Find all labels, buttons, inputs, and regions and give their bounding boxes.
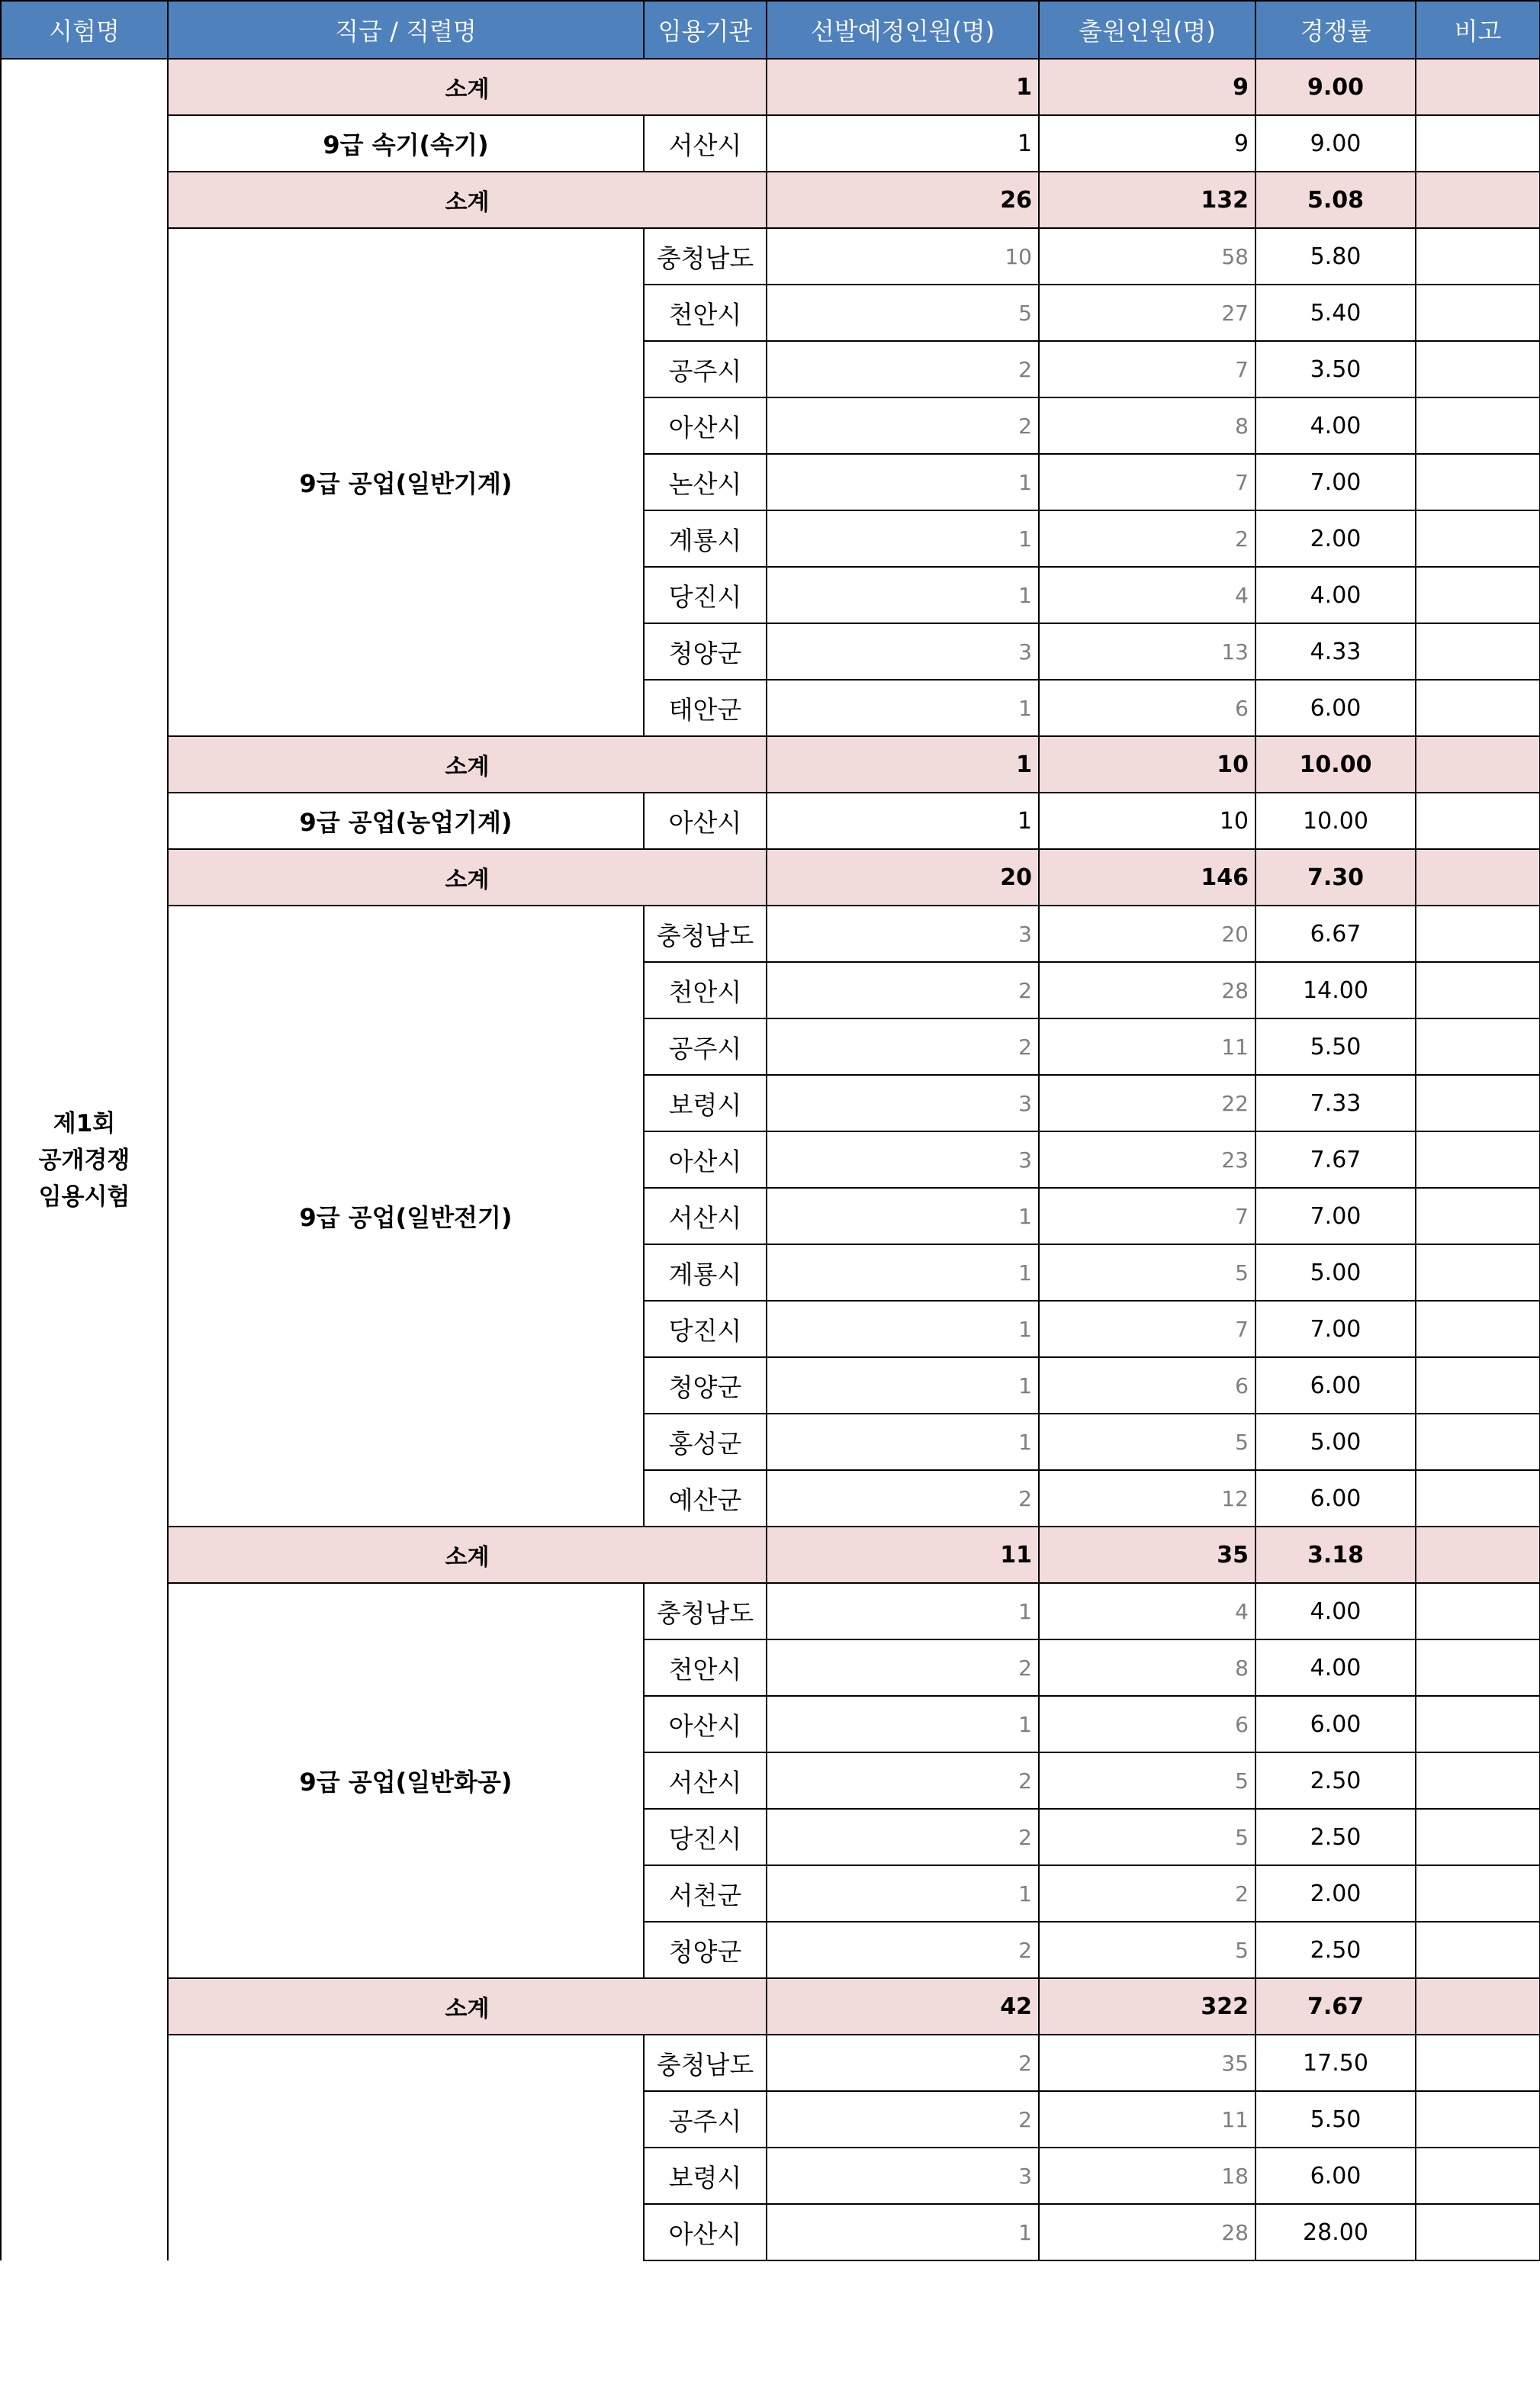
note-cell	[1416, 2148, 1540, 2204]
subtotal-ratio: 7.67	[1255, 1978, 1416, 2035]
exam-name-line: 임용시험	[38, 1182, 130, 1211]
subtotal-ratio: 3.18	[1255, 1527, 1416, 1583]
planned-count: 2	[767, 1809, 1039, 1865]
applicant-count: 4	[1039, 567, 1255, 623]
subtotal-note	[1416, 1527, 1540, 1583]
note-cell	[1416, 1357, 1540, 1414]
ratio-value: 6.00	[1255, 1696, 1416, 1752]
subtotal-planned: 26	[767, 172, 1039, 228]
ratio-value: 4.00	[1255, 1583, 1416, 1639]
subtotal-applicants: 146	[1039, 849, 1255, 906]
ratio-value: 5.40	[1255, 285, 1416, 341]
planned-count: 5	[767, 285, 1039, 341]
applicant-count: 10	[1039, 793, 1255, 849]
planned-count: 2	[767, 2035, 1039, 2091]
note-cell	[1416, 1188, 1540, 1244]
agency-name: 천안시	[644, 1639, 767, 1696]
note-cell	[1416, 2091, 1540, 2148]
agency-name: 공주시	[644, 1018, 767, 1075]
note-cell	[1416, 1075, 1540, 1131]
agency-name: 서산시	[644, 1188, 767, 1244]
note-cell	[1416, 962, 1540, 1018]
agency-name: 청양군	[644, 1357, 767, 1414]
applicant-count: 7	[1039, 1188, 1255, 1244]
planned-count: 3	[767, 1075, 1039, 1131]
agency-name: 아산시	[644, 2204, 767, 2260]
applicant-count: 6	[1039, 1696, 1255, 1752]
subtotal-label: 소계	[168, 1978, 767, 2035]
note-cell	[1416, 567, 1540, 623]
note-cell	[1416, 1809, 1540, 1865]
ratio-value: 4.00	[1255, 1639, 1416, 1696]
applicant-count: 18	[1039, 2148, 1255, 2204]
table-row	[1, 228, 1540, 285]
note-cell	[1416, 1583, 1540, 1639]
planned-count: 1	[767, 1696, 1039, 1752]
note-cell	[1416, 793, 1540, 849]
ratio-value: 7.67	[1255, 1131, 1416, 1188]
agency-name: 당진시	[644, 1809, 767, 1865]
applicant-count: 28	[1039, 962, 1255, 1018]
ratio-value: 17.50	[1255, 2035, 1416, 2091]
subtotal-applicants: 35	[1039, 1527, 1255, 1583]
applicant-count: 4	[1039, 1583, 1255, 1639]
agency-name: 아산시	[644, 1696, 767, 1752]
ratio-value: 6.67	[1255, 906, 1416, 962]
ratio-value: 6.00	[1255, 2148, 1416, 2204]
ratio-value: 2.00	[1255, 1865, 1416, 1922]
note-cell	[1416, 115, 1540, 172]
exam-name-line: 공개경쟁	[38, 1146, 130, 1174]
table-row	[1, 2035, 1540, 2091]
planned-count: 3	[767, 906, 1039, 962]
ratio-value: 5.50	[1255, 1018, 1416, 1075]
planned-count: 10	[767, 228, 1039, 285]
subtotal-note	[1416, 172, 1540, 228]
subtotal-row	[1, 849, 1540, 906]
table-row	[1, 1583, 1540, 1639]
planned-count: 2	[767, 1752, 1039, 1809]
table-row	[1, 115, 1540, 172]
agency-name: 충청남도	[644, 1583, 767, 1639]
agency-name: 계룡시	[644, 1244, 767, 1301]
planned-count: 1	[767, 680, 1039, 736]
applicant-count: 2	[1039, 1865, 1255, 1922]
subtotal-ratio: 10.00	[1255, 736, 1416, 793]
planned-count: 1	[767, 1414, 1039, 1470]
agency-name: 천안시	[644, 962, 767, 1018]
subtotal-label: 소계	[168, 736, 767, 793]
applicant-count: 12	[1039, 1470, 1255, 1527]
subtotal-planned: 11	[767, 1527, 1039, 1583]
subtotal-planned: 42	[767, 1978, 1039, 2035]
agency-name: 청양군	[644, 623, 767, 680]
note-cell	[1416, 285, 1540, 341]
subtotal-applicants: 132	[1039, 172, 1255, 228]
subtotal-ratio: 9.00	[1255, 59, 1416, 115]
agency-name: 보령시	[644, 2148, 767, 2204]
note-cell	[1416, 1922, 1540, 1978]
note-cell	[1416, 454, 1540, 510]
position-name: 9급 속기(속기)	[168, 115, 644, 172]
applicant-count: 5	[1039, 1922, 1255, 1978]
applicant-count: 8	[1039, 1639, 1255, 1696]
applicant-count: 11	[1039, 1018, 1255, 1075]
note-cell	[1416, 1470, 1540, 1527]
subtotal-note	[1416, 59, 1540, 115]
applicant-count: 5	[1039, 1809, 1255, 1865]
ratio-value: 3.50	[1255, 341, 1416, 397]
note-cell	[1416, 510, 1540, 567]
note-cell	[1416, 228, 1540, 285]
note-cell	[1416, 1131, 1540, 1188]
ratio-value: 5.50	[1255, 2091, 1416, 2148]
planned-count: 1	[767, 510, 1039, 567]
ratio-value: 2.00	[1255, 510, 1416, 567]
agency-name: 예산군	[644, 1470, 767, 1527]
applicant-count: 6	[1039, 1357, 1255, 1414]
note-cell	[1416, 1301, 1540, 1357]
header-applicants: 출원인원(명)	[1039, 1, 1255, 59]
subtotal-label: 소계	[168, 172, 767, 228]
planned-count: 2	[767, 1922, 1039, 1978]
subtotal-planned: 1	[767, 736, 1039, 793]
planned-count: 1	[767, 793, 1039, 849]
planned-count: 1	[767, 1357, 1039, 1414]
subtotal-applicants: 10	[1039, 736, 1255, 793]
note-cell	[1416, 906, 1540, 962]
planned-count: 3	[767, 1131, 1039, 1188]
planned-count: 2	[767, 1018, 1039, 1075]
note-cell	[1416, 1865, 1540, 1922]
planned-count: 1	[767, 1301, 1039, 1357]
planned-count: 1	[767, 567, 1039, 623]
note-cell	[1416, 1018, 1540, 1075]
planned-count: 1	[767, 1244, 1039, 1301]
position-name: 9급 공업(일반화공)	[168, 1583, 644, 1978]
header-position: 직급 / 직렬명	[168, 1, 644, 59]
header-ratio: 경쟁률	[1255, 1, 1416, 59]
applicant-count: 5	[1039, 1414, 1255, 1470]
planned-count: 1	[767, 1583, 1039, 1639]
ratio-value: 7.00	[1255, 1301, 1416, 1357]
applicant-count: 23	[1039, 1131, 1255, 1188]
agency-name: 서산시	[644, 1752, 767, 1809]
applicant-count: 5	[1039, 1244, 1255, 1301]
ratio-value: 2.50	[1255, 1922, 1416, 1978]
agency-name: 충청남도	[644, 2035, 767, 2091]
subtotal-row	[1, 1978, 1540, 2035]
ratio-value: 6.00	[1255, 680, 1416, 736]
planned-count: 2	[767, 1470, 1039, 1527]
ratio-value: 2.50	[1255, 1809, 1416, 1865]
note-cell	[1416, 1244, 1540, 1301]
position-name	[168, 2035, 644, 2260]
ratio-value: 7.33	[1255, 1075, 1416, 1131]
subtotal-planned: 1	[767, 59, 1039, 115]
note-cell	[1416, 2035, 1540, 2091]
position-name: 9급 공업(농업기계)	[168, 793, 644, 849]
ratio-value: 6.00	[1255, 1357, 1416, 1414]
planned-count: 1	[767, 454, 1039, 510]
planned-count: 3	[767, 2148, 1039, 2204]
planned-count: 1	[767, 1188, 1039, 1244]
applicant-count: 6	[1039, 680, 1255, 736]
agency-name: 서천군	[644, 1865, 767, 1922]
applicant-count: 7	[1039, 454, 1255, 510]
applicant-count: 7	[1039, 1301, 1255, 1357]
ratio-value: 7.00	[1255, 1188, 1416, 1244]
note-cell	[1416, 1414, 1540, 1470]
ratio-value: 4.33	[1255, 623, 1416, 680]
subtotal-label: 소계	[168, 849, 767, 906]
planned-count: 2	[767, 397, 1039, 454]
note-cell	[1416, 623, 1540, 680]
applicant-count: 58	[1039, 228, 1255, 285]
header-planned: 선발예정인원(명)	[767, 1, 1039, 59]
ratio-value: 4.00	[1255, 397, 1416, 454]
agency-name: 청양군	[644, 1922, 767, 1978]
agency-name: 홍성군	[644, 1414, 767, 1470]
subtotal-row	[1, 172, 1540, 228]
subtotal-ratio: 5.08	[1255, 172, 1416, 228]
planned-count: 2	[767, 962, 1039, 1018]
note-cell	[1416, 2204, 1540, 2260]
applicant-count: 27	[1039, 285, 1255, 341]
applicant-count: 20	[1039, 906, 1255, 962]
subtotal-row	[1, 59, 1540, 115]
applicant-count: 8	[1039, 397, 1255, 454]
agency-name: 충청남도	[644, 228, 767, 285]
subtotal-row	[1, 736, 1540, 793]
subtotal-note	[1416, 1978, 1540, 2035]
ratio-value: 4.00	[1255, 567, 1416, 623]
ratio-value: 10.00	[1255, 793, 1416, 849]
table-row	[1, 906, 1540, 962]
ratio-value: 2.50	[1255, 1752, 1416, 1809]
agency-name: 아산시	[644, 397, 767, 454]
applicant-count: 22	[1039, 1075, 1255, 1131]
planned-count: 1	[767, 115, 1039, 172]
agency-name: 논산시	[644, 454, 767, 510]
subtotal-label: 소계	[168, 1527, 767, 1583]
ratio-value: 28.00	[1255, 2204, 1416, 2260]
agency-name: 천안시	[644, 285, 767, 341]
note-cell	[1416, 1752, 1540, 1809]
applicant-count: 11	[1039, 2091, 1255, 2148]
ratio-value: 7.00	[1255, 454, 1416, 510]
ratio-value: 5.00	[1255, 1244, 1416, 1301]
header-note: 비고	[1416, 1, 1540, 59]
agency-name: 태안군	[644, 680, 767, 736]
planned-count: 2	[767, 341, 1039, 397]
exam-name-line: 제1회	[53, 1109, 116, 1137]
planned-count: 3	[767, 623, 1039, 680]
applicant-count: 35	[1039, 2035, 1255, 2091]
subtotal-row	[1, 1527, 1540, 1583]
planned-count: 2	[767, 2091, 1039, 2148]
subtotal-applicants: 322	[1039, 1978, 1255, 2035]
subtotal-planned: 20	[767, 849, 1039, 906]
header-row	[1, 1, 1540, 59]
ratio-value: 5.00	[1255, 1414, 1416, 1470]
table-row	[1, 793, 1540, 849]
note-cell	[1416, 680, 1540, 736]
agency-name: 당진시	[644, 567, 767, 623]
agency-name: 당진시	[644, 1301, 767, 1357]
agency-name: 아산시	[644, 1131, 767, 1188]
header-exam: 시험명	[1, 1, 168, 59]
subtotal-note	[1416, 736, 1540, 793]
agency-name: 아산시	[644, 793, 767, 849]
note-cell	[1416, 1639, 1540, 1696]
subtotal-note	[1416, 849, 1540, 906]
header-agency: 임용기관	[644, 1, 767, 59]
ratio-value: 14.00	[1255, 962, 1416, 1018]
note-cell	[1416, 397, 1540, 454]
planned-count: 2	[767, 1639, 1039, 1696]
note-cell	[1416, 341, 1540, 397]
agency-name: 서산시	[644, 115, 767, 172]
planned-count: 1	[767, 1865, 1039, 1922]
ratio-value: 5.80	[1255, 228, 1416, 285]
position-name: 9급 공업(일반전기)	[168, 906, 644, 1527]
subtotal-ratio: 7.30	[1255, 849, 1416, 906]
note-cell	[1416, 1696, 1540, 1752]
subtotal-label: 소계	[168, 59, 767, 115]
applicant-count: 9	[1039, 115, 1255, 172]
ratio-value: 6.00	[1255, 1470, 1416, 1527]
applicant-count: 13	[1039, 623, 1255, 680]
agency-name: 충청남도	[644, 906, 767, 962]
applicant-count: 7	[1039, 341, 1255, 397]
exam-name	[1, 59, 168, 2260]
planned-count: 1	[767, 2204, 1039, 2260]
applicant-count: 5	[1039, 1752, 1255, 1809]
agency-name: 공주시	[644, 341, 767, 397]
applicant-count: 2	[1039, 510, 1255, 567]
applicant-count: 28	[1039, 2204, 1255, 2260]
subtotal-applicants: 9	[1039, 59, 1255, 115]
table-body	[1, 59, 1540, 2260]
agency-name: 계룡시	[644, 510, 767, 567]
position-name: 9급 공업(일반기계)	[168, 228, 644, 736]
agency-name: 보령시	[644, 1075, 767, 1131]
ratio-value: 9.00	[1255, 115, 1416, 172]
agency-name: 공주시	[644, 2091, 767, 2148]
